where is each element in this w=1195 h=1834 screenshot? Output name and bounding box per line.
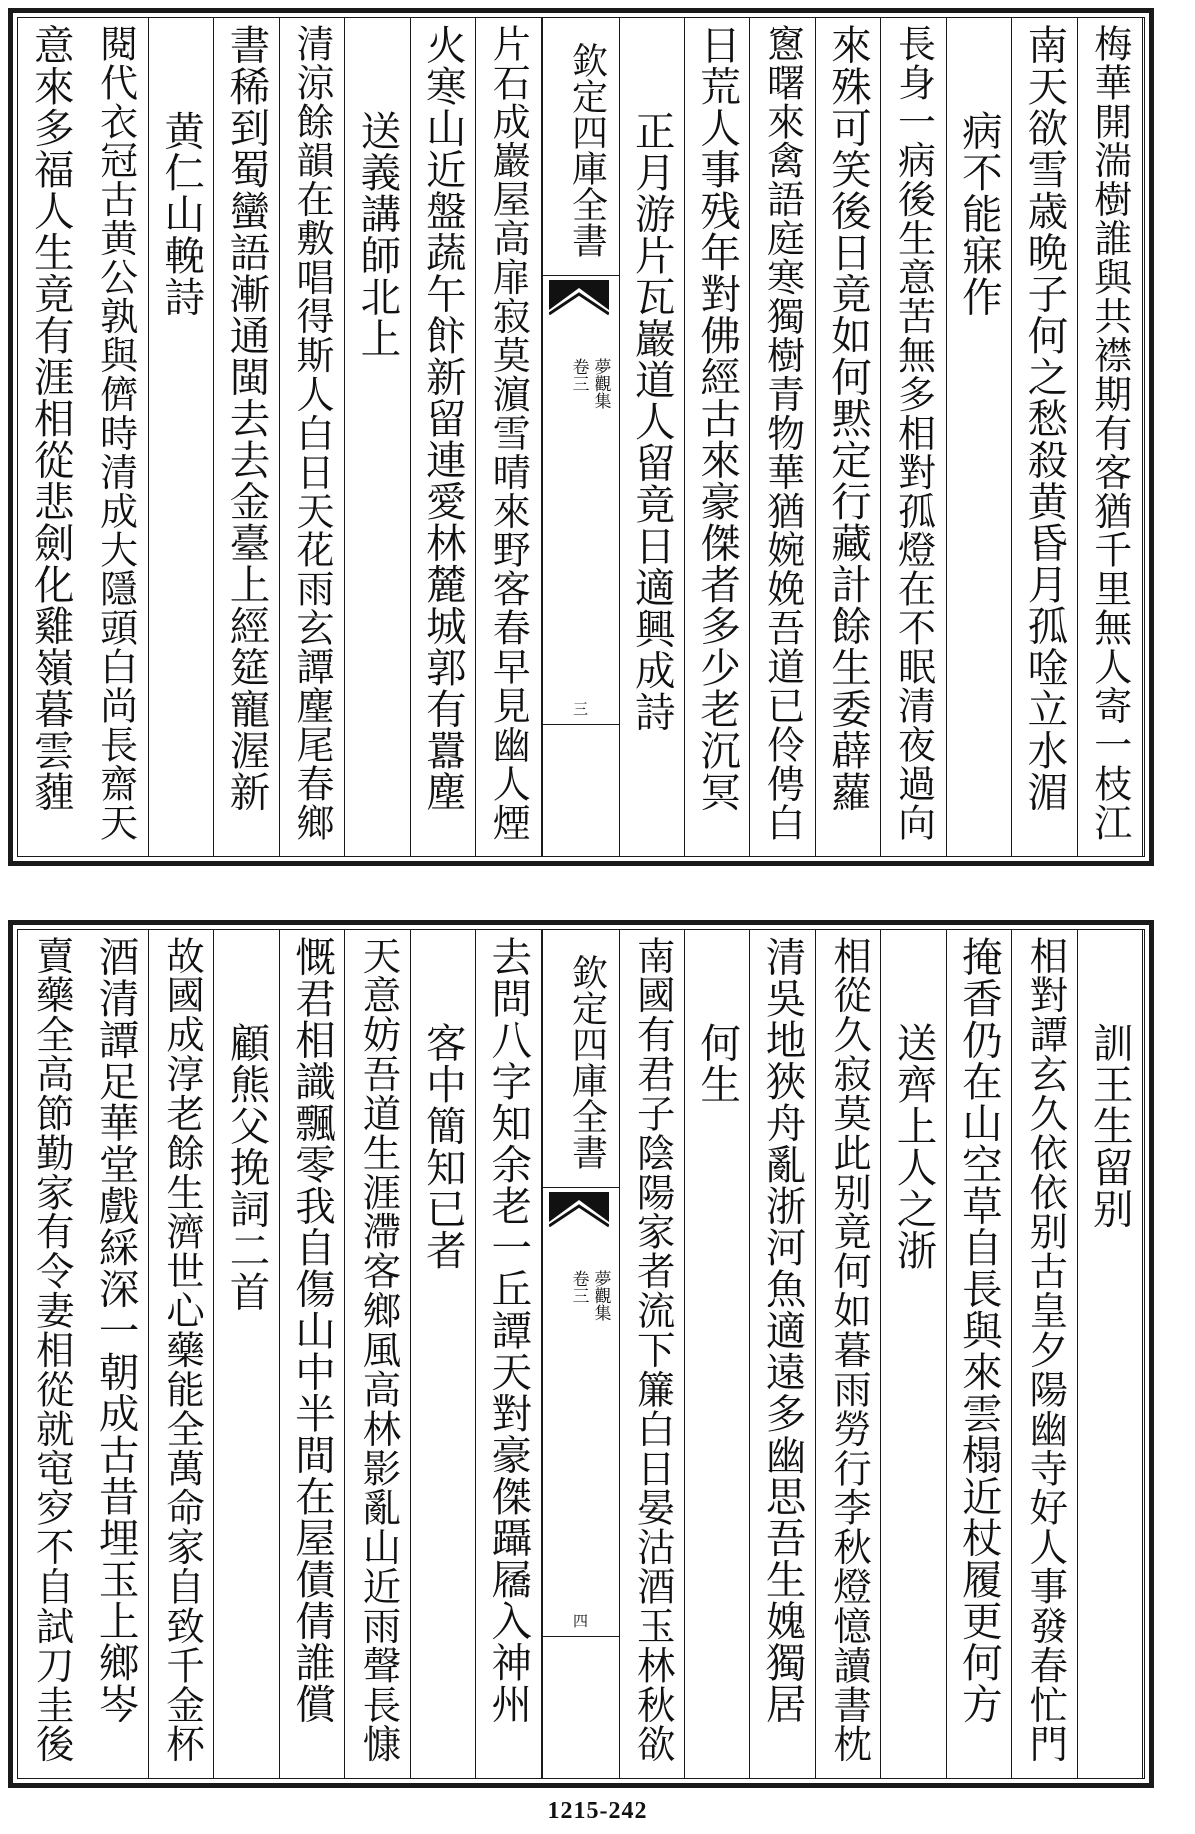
text-column — [411, 18, 476, 856]
poem-line: 窻曙來禽語庭寒獨樹青物華猶婉娩吾道已伶俜白 — [760, 24, 805, 842]
text-column — [83, 930, 148, 1778]
poem-line: 賣藥全高節勤家有令妻相從就窀穸不自試刀圭後 — [28, 936, 74, 1764]
text-column — [1012, 18, 1077, 856]
poem-title-column — [947, 18, 1012, 856]
poem-line: 南天欲雪歳晩子何之愁殺黄昏月孤唫立水湄 — [1020, 24, 1069, 813]
poem-title: 何生 — [693, 1022, 742, 1105]
poem-line: 天意妨吾道生涯滯客鄉風高林影亂山近雨聲長慷 — [355, 936, 401, 1764]
spine-volume: 卷三 — [568, 358, 589, 392]
poem-title: 客中簡知已者 — [418, 1022, 467, 1271]
text-column — [280, 930, 345, 1778]
poem-line: 故國成淳老餘生濟世心藥能全萬命家自致千金杯 — [159, 936, 205, 1764]
text-column — [345, 930, 410, 1778]
poem-title: 訓王生留别 — [1085, 1022, 1134, 1230]
spine-collection: 夢觀集 — [590, 1270, 611, 1321]
spine-column — [542, 930, 620, 1778]
text-column — [476, 930, 541, 1778]
text-column — [750, 930, 815, 1778]
bottom-page-frame — [17, 929, 1145, 1779]
poem-title: 顧熊父挽詞二首 — [222, 1022, 271, 1313]
text-column — [620, 930, 685, 1778]
poem-line: 片石成巖屋高扉寂莫濵雪晴來野客春早見幽人煙 — [486, 24, 531, 842]
poem-line: 火寒山近盤蔬午飰新留連愛林麓城郭有囂塵 — [418, 24, 467, 813]
page-number: 三 — [543, 698, 619, 725]
poem-title-column — [1078, 930, 1143, 1778]
poem-line: 掩香仍在山空草自長與來雲榻近杖履更何方 — [954, 936, 1003, 1725]
text-column — [149, 930, 214, 1778]
text-column — [1078, 18, 1143, 856]
text-column — [881, 18, 946, 856]
poem-title: 正月游片瓦巖道人留竟日適興成詩 — [627, 110, 676, 733]
text-column — [947, 930, 1012, 1778]
spine-volume: 卷三 — [568, 1270, 589, 1304]
text-column — [476, 18, 541, 856]
poem-line: 相對譚玄久依依别古皇夕陽幽寺好人事發春忙門 — [1022, 936, 1068, 1764]
text-column — [750, 18, 815, 856]
page-code: 1215-242 — [547, 1798, 648, 1824]
poem-title-column — [881, 930, 946, 1778]
poem-title: 黄仁山輓詩 — [157, 110, 206, 318]
poem-line: 梅華開湍樹誰與共襟期有客猶千里無人寄一枝江 — [1087, 24, 1132, 842]
poem-title-column — [345, 18, 410, 856]
poem-title-column — [685, 930, 750, 1778]
spine-title: 欽定四庫全書 — [543, 936, 619, 1188]
poem-title-column — [620, 18, 685, 856]
poem-line: 清涼餘韻在敷唱得斯人白日天花雨玄譚麈尾春鄉 — [289, 24, 334, 842]
text-column — [280, 18, 345, 856]
text-column — [816, 18, 881, 856]
poem-line: 意來多福人生竟有涯相從悲劍化雞嶺暮雲薶 — [26, 24, 75, 813]
poem-line: 日荒人事残年對佛經古來豪傑者多少老沉冥 — [693, 24, 742, 813]
poem-line: 書稀到蜀蠻語漸通閩去去金臺上經筵寵渥新 — [222, 24, 271, 813]
poem-title: 病不能寐作 — [954, 110, 1003, 318]
poem-line: 長身一病後生意苦無多相對孤燈在不眠清夜過向 — [891, 24, 936, 842]
text-column — [214, 18, 279, 856]
spine-column — [542, 18, 620, 856]
spine-collection-info — [569, 1270, 611, 1321]
text-column — [1012, 930, 1077, 1778]
poem-title: 送齊上人之浙 — [889, 1022, 938, 1271]
poem-title-column — [214, 930, 279, 1778]
poem-line: 相從久寂莫此别竟何如暮雨勞行李秋燈憶讀書枕 — [826, 936, 872, 1764]
poem-title: 送義講師北上 — [353, 110, 402, 359]
poem-title-column — [149, 18, 214, 856]
text-column — [83, 18, 148, 856]
top-page-frame — [17, 17, 1145, 857]
text-column — [685, 18, 750, 856]
text-column — [816, 930, 881, 1778]
bottom-page — [8, 920, 1154, 1788]
poem-line: 閱代衣冠古黄公孰與儕時清成大隱頭白尚長齋天 — [93, 24, 138, 842]
poem-line: 慨君相識飄零我自傷山中半間在屋債倩誰償 — [287, 936, 336, 1725]
spine-collection-info — [569, 358, 611, 409]
poem-title-column — [411, 930, 476, 1778]
page-number: 四 — [543, 1610, 619, 1637]
poem-line: 來殊可笑後日竟如何黙定行藏計餘生委薜蘿 — [824, 24, 873, 813]
poem-line: 南國有君子陰陽家者流下簾白日晏沽酒玉林秋欲 — [629, 936, 675, 1764]
spine-collection: 夢觀集 — [590, 358, 611, 409]
poem-line: 清吳地狹舟亂浙河魚適遠多幽思吾生媿獨居 — [758, 936, 807, 1725]
fishtail-mark-icon — [549, 1192, 609, 1236]
text-column — [18, 18, 83, 856]
spine-title: 欽定四庫全書 — [543, 24, 619, 276]
poem-line: 酒清譚足華堂戲綵深一朝成古昔埋玉上鄉岑 — [91, 936, 140, 1725]
top-page — [8, 8, 1154, 866]
poem-line: 去問八字知余老一丘譚天對豪傑躡屩入神州 — [484, 936, 533, 1725]
text-column — [18, 930, 83, 1778]
fishtail-mark-icon — [549, 280, 609, 324]
